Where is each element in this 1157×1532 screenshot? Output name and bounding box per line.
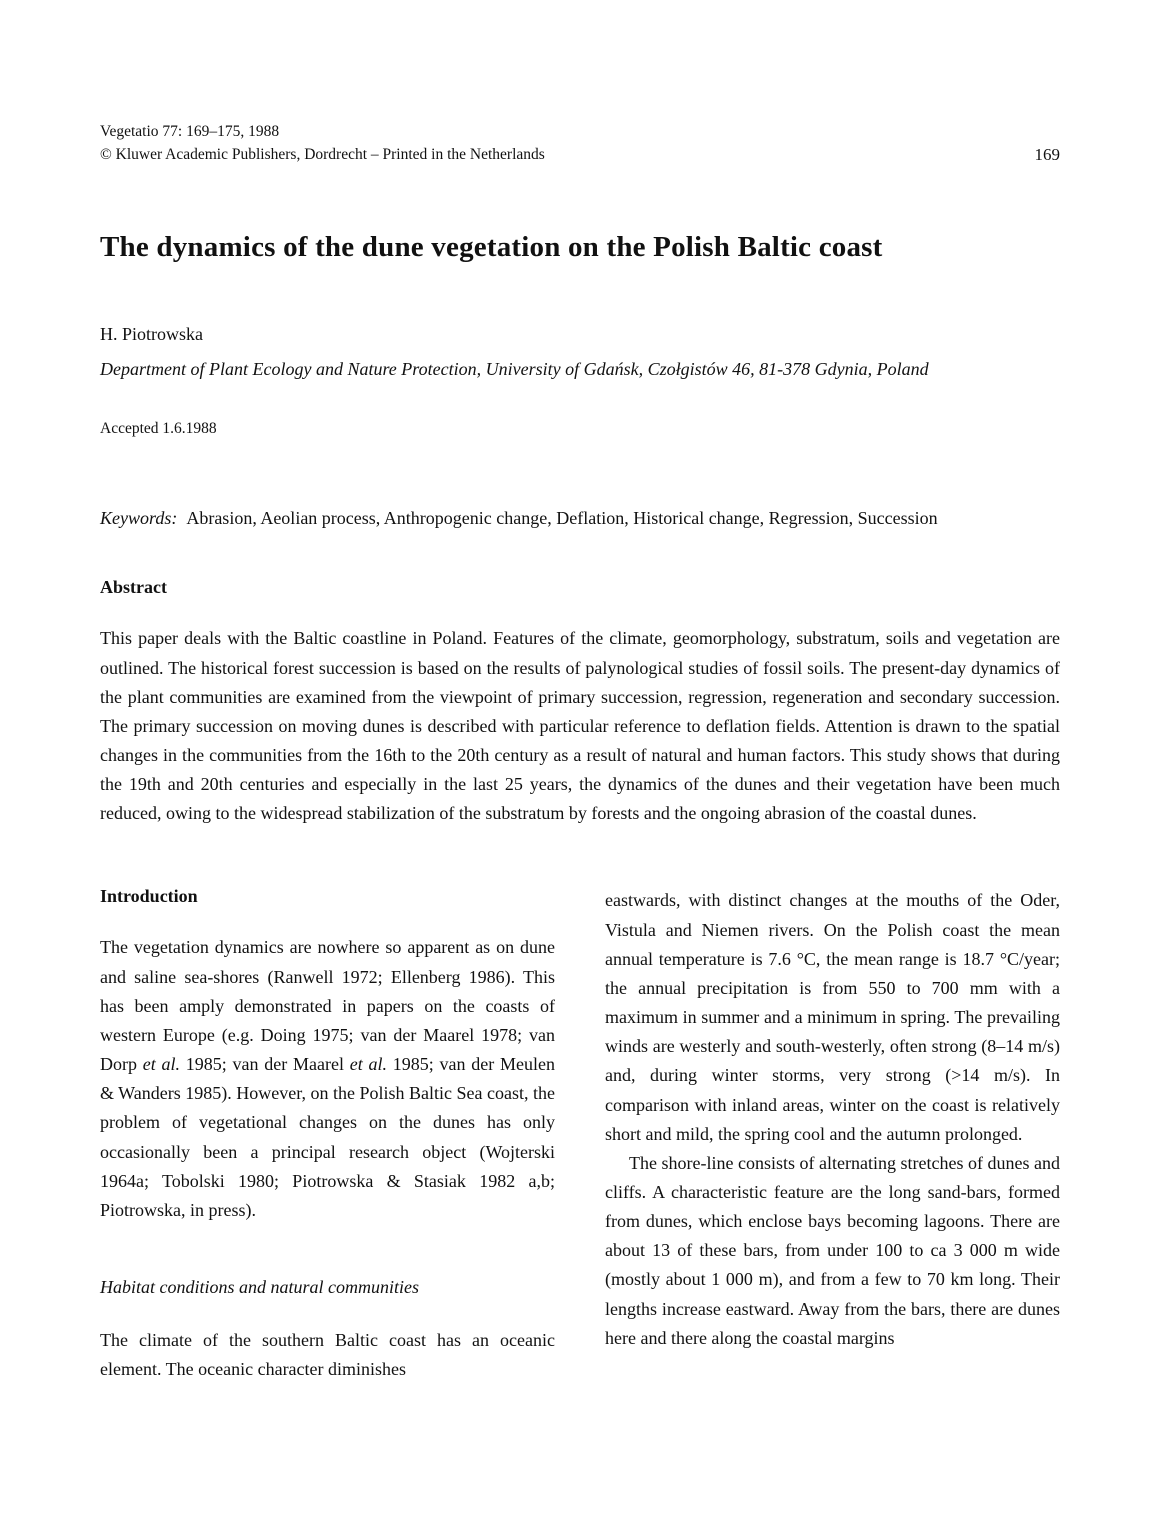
introduction-paragraph: The vegetation dynamics are nowhere so apparent as on dune and saline sea-shores (Ranwell 1972; Ellenberg 1986). This has been amply demonstrated in papers on the coasts of western Europe (e.g. Doing 1975; van der Maarel 1978; van Dorp et al. 1985; van der Maarel et al. 1985; van der Meulen & Wanders 1985). However, on the Polish Baltic Sea coast, the problem of vegetational changes on the dunes has only occasionally been a principal research object (Wojterski 1964a; Tobolski 1980; Piotrowska & Stasiak 1982 a,b; Piotrowska, in press). (100, 937, 555, 1220)
journal-lines (100, 120, 545, 167)
keywords-label: Keywords: (100, 508, 178, 529)
page-number: 169 (1034, 144, 1060, 164)
journal-citation: Vegetatio 77: 169–175, 1988 (100, 123, 280, 140)
keywords-line (100, 504, 1060, 533)
accepted-date: Accepted 1.6.1988 (100, 420, 217, 438)
habitat-section-heading: Habitat conditions and natural communities (100, 1277, 419, 1297)
abstract-text: This paper deals with the Baltic coastline in Poland. Features of the climate, geomorphology, substratum, soils and vegetation are outlined. The historical forest succession is based on the results of palynological studies of fossil soils. The present-day dynamics of the plant communities are examined from the viewpoint of primary succession, regression, regeneration and secondary succession. The primary succession on moving dunes is described with particular reference to deflation fields. Attention is drawn to the spatial changes in the communities from the 16th to the 20th century as a result of natural and human factors. This study shows that during the 19th and 20th centuries and especially in the last 25 years, the dynamics of the dunes and their vegetation have been much reduced, owing to the widespread stabilization of the substratum by forests and the ongoing abrasion of the coastal dunes. (100, 628, 1060, 824)
shoreline-paragraph: The shore-line consists of alternating stretches of dunes and cliffs. A characteristic feature are the long sand-bars, formed from dunes, which enclose bays becoming lagoons. There are about 13 of these bars, from under 100 to ca 3 000 m wide (mostly about 1 000 m), and from a few to 70 km long. Their lengths increase eastward. Away from the bars, there are dunes here and there along the coastal margins (605, 1152, 1060, 1348)
climate-continuation-paragraph: eastwards, with distinct changes at the mouths of the Oder, Vistula and Niemen rivers. On the Polish coast the mean annual temperature is 7.6 °C, the mean range is 18.7 °C/year; the annual precipitation is from 550 to 700 mm with a maximum in summer and a minimum in spring. The prevailing winds are westerly and south-westerly, often strong (8–14 m/s) and, during winter storms, very strong (>14 m/s). In comparison with inland areas, winter on the coast is relatively short and mild, the spring cool and the autumn prolonged. (605, 890, 1060, 1144)
author-name: H. Piotrowska (100, 323, 203, 344)
article-title: The dynamics of the dune vegetation on the Polish Baltic coast (100, 230, 883, 263)
habitat-paragraph: The climate of the southern Baltic coast has an oceanic element. The oceanic character diminishes (100, 1330, 555, 1380)
keywords-list: Abrasion, Aeolian process, Anthropogenic change, Deflation, Historical change, Regression, Succession (186, 508, 938, 529)
abstract-heading: Abstract (100, 577, 167, 598)
left-column (100, 886, 555, 1384)
copyright-line: © Kluwer Academic Publishers, Dordrecht – Printed in the Netherlands (100, 146, 545, 164)
right-column (605, 886, 1060, 1384)
journal-header (100, 120, 1060, 167)
author-affiliation: Department of Plant Ecology and Nature Protection, University of Gdańsk, Czołgistów 46, 81-378 Gdynia, Poland (100, 358, 929, 379)
two-column-body (100, 886, 1060, 1384)
introduction-heading: Introduction (100, 886, 198, 907)
